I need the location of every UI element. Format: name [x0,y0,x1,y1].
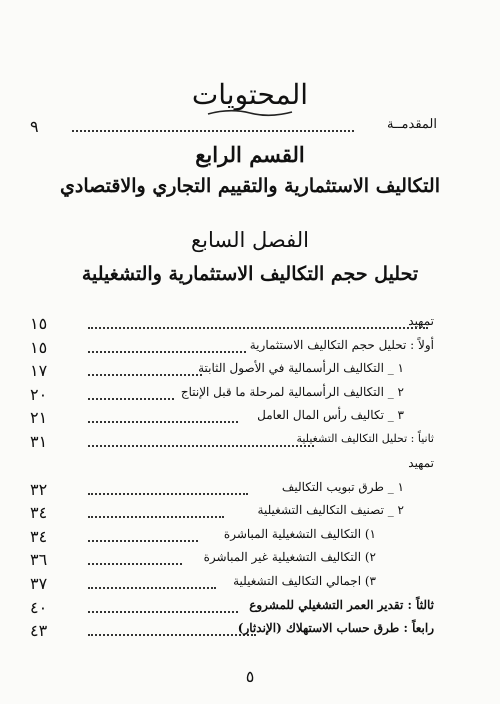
leader-dots [88,601,238,613]
leader-dots [88,364,202,376]
toc-entry [0,574,500,594]
entry-label: ثانياً : تحليل التكاليف التشغيلية [296,432,434,445]
entry-label: تمهيد [408,456,434,470]
leader-dots [88,553,182,565]
chapter-title: تحليل حجم التكاليف الاستثمارية والتشغيلية [81,263,419,285]
entry-label: ٣ _ تكاليف رأس المال العامل [257,408,404,422]
section-heading: القسم الرابع [195,142,305,167]
leader-dots [72,120,354,132]
entry-page: ٤٠ [30,598,48,617]
toc-entry [0,621,500,641]
entry-page: ٢٠ [30,385,48,404]
entry-page: ٣١ [30,432,48,451]
toc-entry [0,432,500,452]
entry-label: المقدمــة [386,117,437,132]
leader-dots [88,411,238,423]
entry-label: ثالثاً : تقدير العمر التشغيلي للمشروع [249,598,434,612]
leader-dots [88,388,174,400]
toc-entry [0,480,500,500]
page-number: ٥ [245,667,255,686]
entry-page: ١٧ [30,361,48,380]
toc-entry [0,385,500,405]
toc-entry [0,550,500,570]
leader-dots [88,341,246,353]
entry-page: ٢١ [30,408,48,427]
chapter-heading: الفصل السابع [190,228,310,252]
leader-dots [88,577,216,589]
toc-entry [0,527,500,547]
entry-label: ٣) اجمالي التكاليف التشغيلية [233,574,376,588]
entry-label: تمهيد [408,314,434,328]
entry-page: ٣٤ [30,503,48,522]
toc-entry [0,338,500,358]
leader-dots [88,624,256,636]
entry-label: ٢ _ تصنيف التكاليف التشغيلية [257,503,404,517]
entry-label: أولاً : تحليل حجم التكاليف الاستثمارية [249,338,434,352]
entry-page: ١٥ [30,314,48,333]
leader-dots [88,483,248,495]
entry-label: ٢) التكاليف التشغيلية غير المباشرة [203,550,376,564]
entry-page: ٤٣ [30,621,48,640]
leader-dots [88,506,224,518]
toc-entry [0,503,500,523]
entry-label: ١ _ طرق تبويب التكاليف [281,480,404,494]
leader-dots [88,530,198,542]
entry-page: ٣٤ [30,527,48,546]
toc-entry [0,456,500,476]
entry-label: ١) التكاليف التشغيلية المباشرة [223,527,376,541]
toc-entry [0,598,500,618]
toc-entry [0,361,500,381]
leader-dots [88,317,428,329]
entry-page: ٣٧ [30,574,48,593]
toc-entry-intro [0,117,500,137]
toc-title: المحتويات [191,78,309,111]
entry-label: رابعاً : طرق حساب الاستهلاك (الإندثار) [237,621,434,635]
entry-page: ٩ [30,117,39,136]
entry-label: ٢ _ التكاليف الرأسمالية لمرحلة ما قبل الإنتاج [180,385,404,399]
entry-page: ١٥ [30,338,48,357]
entry-label: ١ _ التكاليف الرأسمالية في الأصول الثابتة [198,361,404,375]
toc-entry [0,314,500,334]
leader-dots [88,435,314,447]
entry-page: ٣٦ [30,550,48,569]
toc-entry [0,408,500,428]
entry-page: ٣٢ [30,480,48,499]
section-subtitle: التكاليف الاستثمارية والتقييم التجاري والاقتصادي [60,175,440,197]
